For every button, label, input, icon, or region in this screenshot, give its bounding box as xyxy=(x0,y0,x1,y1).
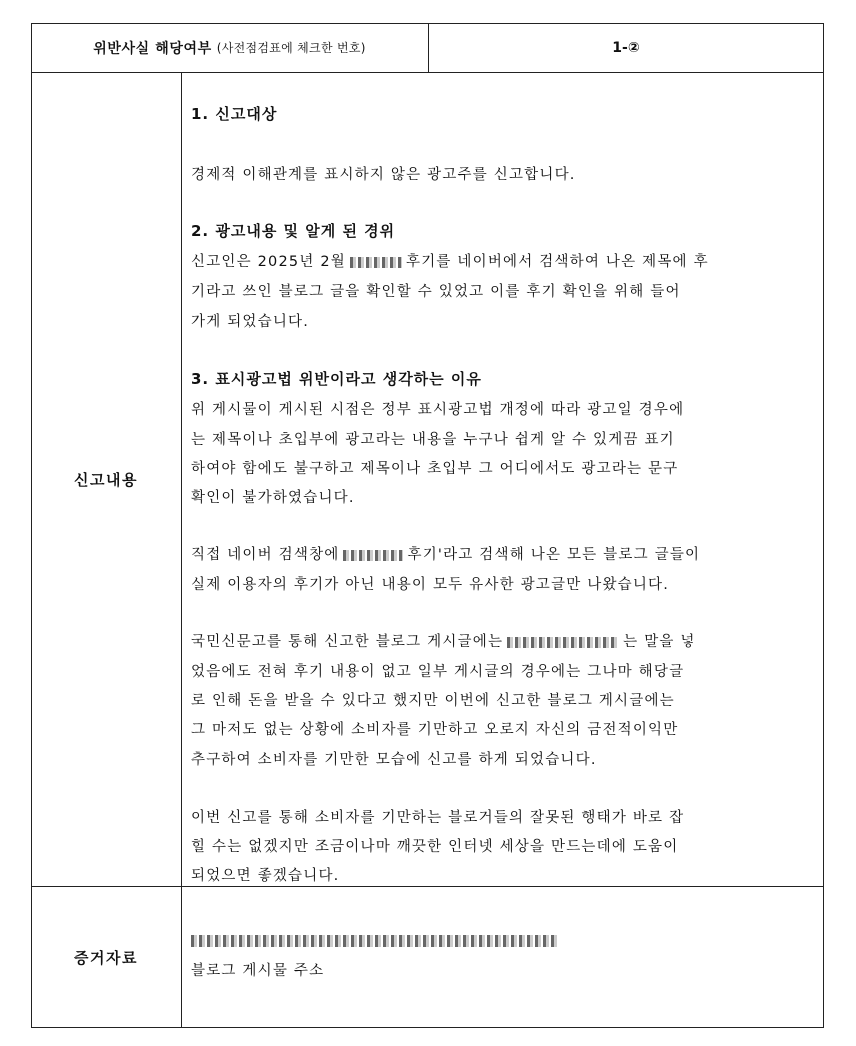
section-2-line-2: 기라고 쓰인 블로그 글을 확인할 수 있었고 이를 후기 확인을 위해 들어 xyxy=(191,284,681,300)
section-3-line-4: 확인이 불가하였습니다. xyxy=(191,490,355,506)
section-3-line-2: 는 제목이나 초입부에 광고라는 내용을 누구나 쉽게 알 수 있게끔 표기 xyxy=(191,432,675,448)
redacted-blog-url xyxy=(191,935,557,947)
table-divider-label-col xyxy=(181,72,182,1028)
paragraph-2-line-2: 실제 이용자의 후기가 아닌 내용이 모두 유사한 광고글만 나왔습니다. xyxy=(191,577,670,593)
report-content-body xyxy=(191,23,817,1028)
section-2-line-3: 가게 되었습니다. xyxy=(191,314,310,330)
paragraph-2-line-1 xyxy=(191,543,700,564)
paragraph-3-line-4: 그 마저도 없는 상황에 소비자를 기만하고 오로지 자신의 금전적이익만 xyxy=(191,722,679,738)
paragraph-3-line-1-end: 는 말을 넣 xyxy=(623,634,696,650)
section-2-title: 2. 광고내용 및 알게 된 경위 xyxy=(191,222,396,240)
violation-check-title: 위반사실 해당여부 xyxy=(93,40,212,57)
section-3-line-3: 하여야 함에도 불구하고 제목이나 초입부 그 어디에서도 광고라는 문구 xyxy=(191,461,679,477)
section-1-text: 경제적 이해관계를 표시하지 않은 광고주를 신고합니다. xyxy=(191,167,576,183)
paragraph-2-line-1-start: 직접 네이버 검색창에 xyxy=(191,547,340,563)
report-content-label: 신고내용 xyxy=(74,471,138,489)
evidence-caption: 블로그 게시물 주소 xyxy=(191,963,325,979)
violation-check-value: 1-② xyxy=(612,39,640,56)
evidence-label: 증거자료 xyxy=(74,948,138,967)
paragraph-4-line-3: 되었으면 좋겠습니다. xyxy=(191,868,340,884)
section-3-title: 3. 표시광고법 위반이라고 생각하는 이유 xyxy=(191,370,482,388)
section-2-line-1-end: 후기를 네이버에서 검색하여 나온 제목에 후 xyxy=(406,254,709,270)
table-border-right xyxy=(823,23,824,1028)
paragraph-4-line-2: 힐 수는 없겠지만 조금이나마 깨끗한 인터넷 세상을 만드는데에 도움이 xyxy=(191,839,679,855)
violation-check-note: (사전점검표에 체크한 번호) xyxy=(216,41,366,55)
section-2-line-1-start: 신고인은 2025년 2월 xyxy=(191,254,346,270)
redacted-product-name xyxy=(350,257,402,268)
section-1-title: 1. 신고대상 xyxy=(191,105,278,123)
section-3-line-1: 위 게시물이 게시된 시점은 정부 표시광고법 개정에 따라 광고일 경우에 xyxy=(191,402,685,418)
paragraph-3-line-5: 추구하여 소비자를 기만한 모습에 신고를 하게 되었습니다. xyxy=(191,752,597,768)
section-2-line-1 xyxy=(191,250,709,271)
paragraph-2-line-1-end: 후기'라고 검색해 나온 모든 블로그 글들이 xyxy=(407,547,701,563)
paragraph-3-line-1-start: 국민신문고를 통해 신고한 블로그 게시글에는 xyxy=(191,634,504,650)
paragraph-4-line-1: 이번 신고를 통해 소비자를 기만하는 블로거들의 잘못된 행태가 바로 잡 xyxy=(191,810,685,826)
paragraph-3-line-1 xyxy=(191,630,696,651)
report-form-table xyxy=(31,23,824,1028)
paragraph-3-line-2: 었음에도 전혀 후기 내용이 없고 일부 게시글의 경우에는 그나마 해당글 xyxy=(191,664,685,680)
paragraph-3-line-3: 로 인해 돈을 받을 수 있다고 했지만 이번에 신고한 블로그 게시글에는 xyxy=(191,693,675,709)
redacted-quote xyxy=(507,637,619,648)
redacted-search-term xyxy=(343,550,403,561)
